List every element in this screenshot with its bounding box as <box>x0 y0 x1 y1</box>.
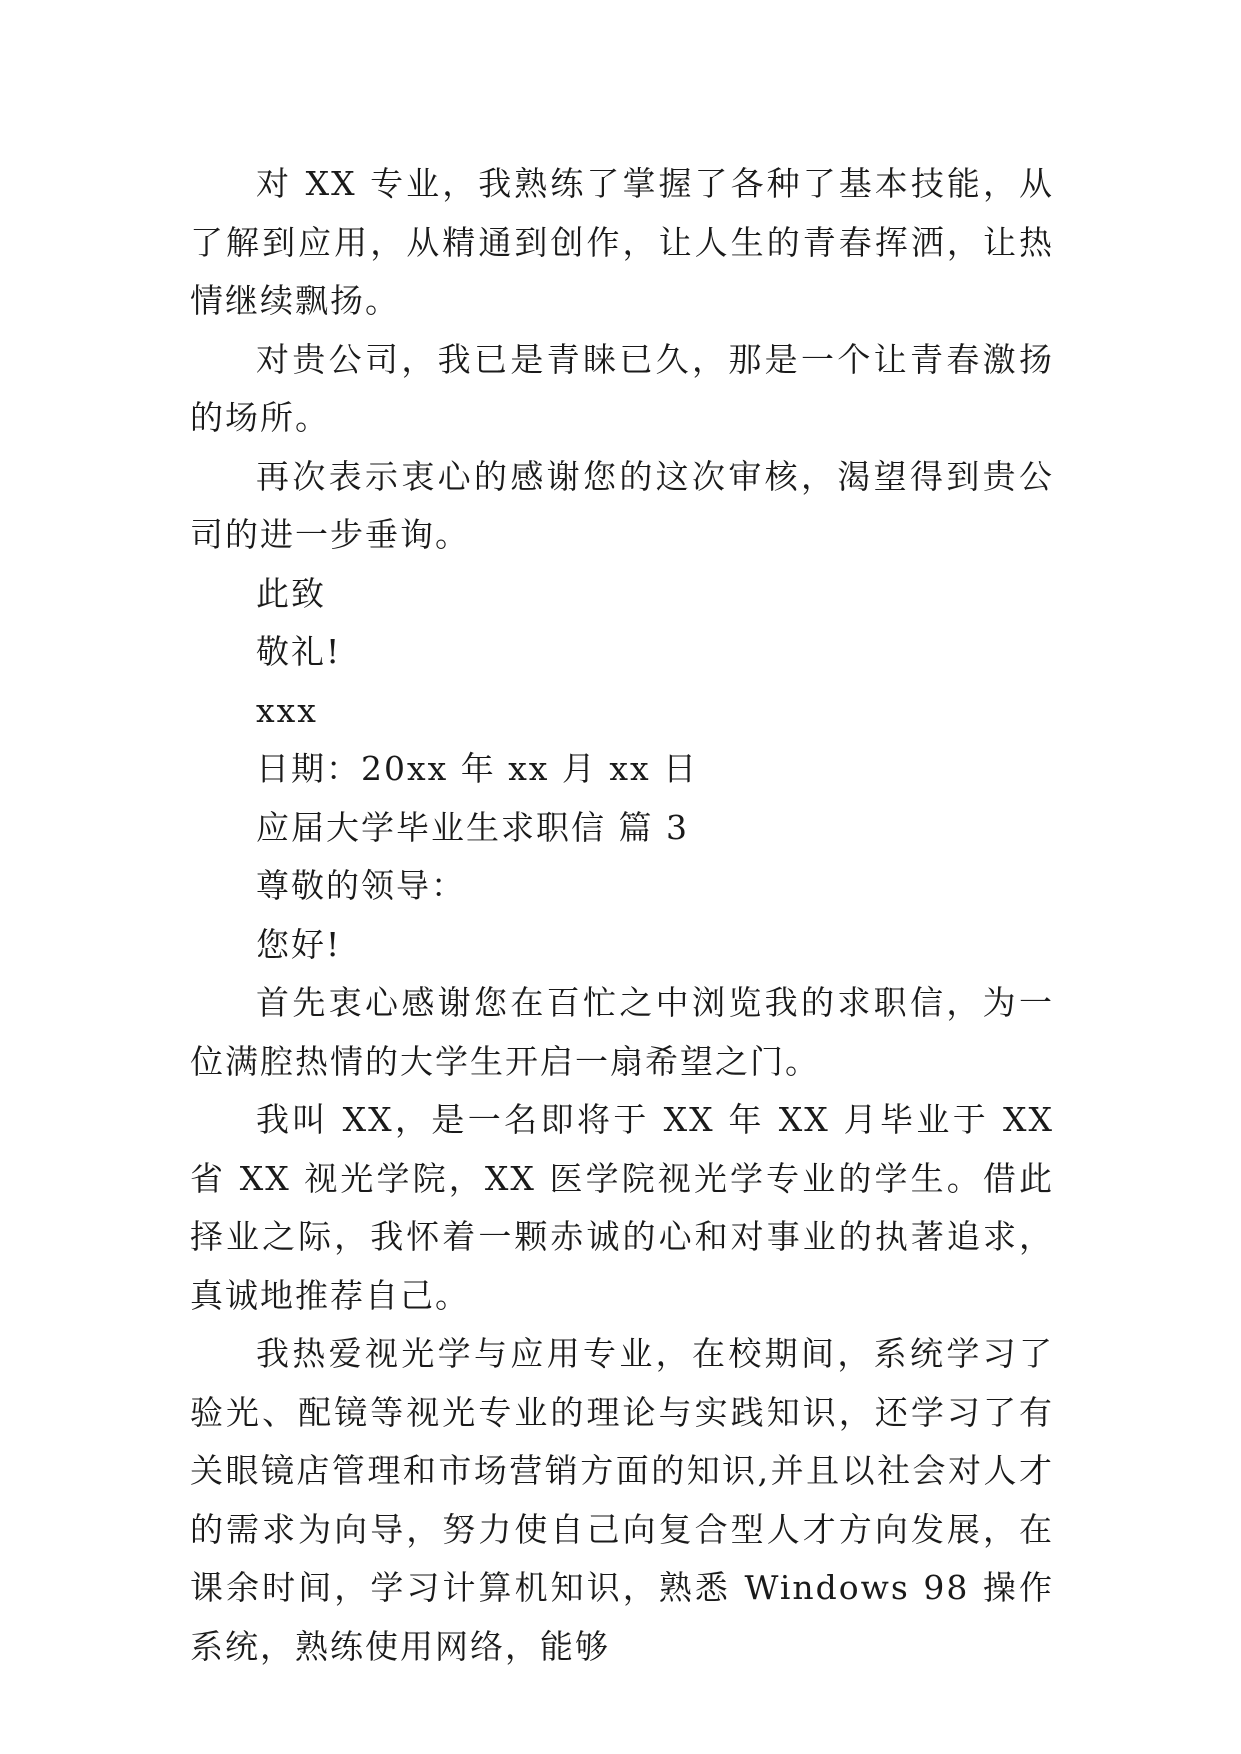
date-line: 日期：20xx 年 xx 月 xx 日 <box>256 749 699 788</box>
paragraph-thanks: 再次表示衷心的感谢您的这次审核，渴望得到贵公司的进一步垂询。 <box>190 456 1054 554</box>
greeting: 您好! <box>256 924 342 964</box>
signature: xxx <box>256 690 318 730</box>
paragraph-studies: 我热爱视光学与应用专业，在校期间，系统学习了验光、配镜等视光专业的理论与实践知识，还学习了有关眼镜店管理和市场营销方面的知识,并且以社会对人才的需求为向导，努力使自己向复合型人才方向发展，在课余时间，学习计算机知识，熟悉 Windows 98 操作系统，熟练使用网络，能够 <box>190 1334 1054 1666</box>
closing-line-1: 此致 <box>256 573 326 613</box>
paragraph-skills: 对 XX 专业，我熟练了掌握了各种了基本技能，从了解到应用，从精通到创作，让人生的青春挥洒，让热情继续飘扬。 <box>190 164 1054 320</box>
document-body <box>190 155 1054 1676</box>
paragraph-intro: 首先衷心感谢您在百忙之中浏览我的求职信，为一位满腔热情的大学生开启一扇希望之门。 <box>190 983 1054 1081</box>
section-title: 应届大学毕业生求职信 篇 3 <box>256 807 689 847</box>
paragraph-company: 对贵公司，我已是青睐已久，那是一个让青春激扬的场所。 <box>190 339 1054 437</box>
salutation: 尊敬的领导： <box>256 866 466 905</box>
paragraph-self-intro: 我叫 XX，是一名即将于 XX 年 XX 月毕业于 XX 省 XX 视光学院，XX 医学院视光学专业的学生。借此择业之际，我怀着一颗赤诚的心和对事业的执著追求，真诚地推荐自己。 <box>190 1100 1054 1315</box>
closing-line-2: 敬礼! <box>256 632 342 671</box>
